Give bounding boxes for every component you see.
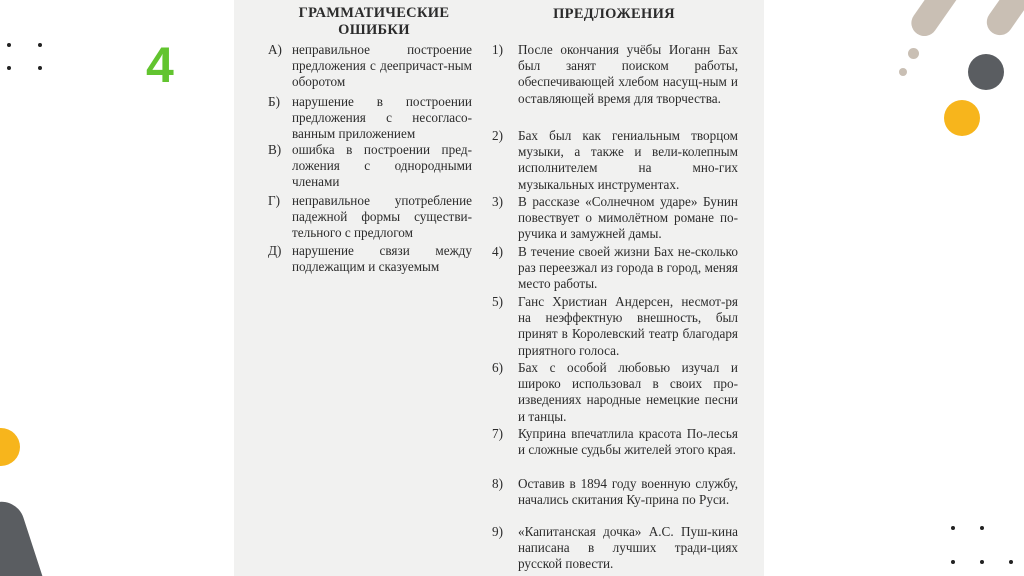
beige-stroke-decoration (906, 0, 967, 41)
dot (7, 43, 11, 47)
error-text: неправильное построение предложения с деепричаст-ным оборотом (292, 42, 472, 90)
sentence-text: В рассказе «Солнечном ударе» Бунин повествует о мимолётном романе по-ручика и замужней дамы. (518, 194, 738, 242)
yellow-circle-decoration (0, 428, 20, 466)
error-text: неправильное употребление падежной формы существи-тельного с предлогом (292, 193, 472, 241)
error-text: ошибка в построении пред-ложения с однородными членами (292, 142, 472, 190)
sentence-marker: 7) (492, 426, 503, 441)
sentence-text: Бах с особой любовью изучал и широко использовал в своих про-изведениях народные немецкие песни и танцы. (518, 360, 738, 424)
beige-stroke-decoration (982, 0, 1024, 40)
sentence-text: «Капитанская дочка» А.С. Пуш-кина написана в лучших тради-циях русской повести. (518, 524, 738, 572)
error-marker: В) (268, 142, 282, 157)
sentence-marker: 2) (492, 128, 503, 143)
error-marker: Б) (268, 94, 280, 109)
right-column-title: ПРЕДЛОЖЕНИЯ (553, 6, 675, 22)
sentence-marker: 3) (492, 194, 503, 209)
yellow-circle-decoration (944, 100, 980, 136)
error-marker: Д) (268, 243, 282, 258)
sentence-text: В течение своей жизни Бах не-сколько раз переезжал из города в город, меняя место работы. (518, 244, 738, 292)
error-text: нарушение связи между подлежащим и сказуемым (292, 243, 472, 275)
error-text: нарушение в построении предложения с несогласо-ванным приложением (292, 94, 472, 142)
beige-tiny-circle-decoration (899, 68, 907, 76)
left-column-title: ГРАММАТИЧЕСКИЕ ОШИБКИ (298, 5, 450, 38)
gray-circle-decoration (968, 54, 1004, 90)
dot (1009, 560, 1013, 564)
sentence-marker: 8) (492, 476, 503, 491)
sentence-text: После окончания учёбы Иоганн Бах был занят поиском работы, обеспечивающей хлебом насущ-ным и оставляющей время для творчества. (518, 42, 738, 106)
dot (980, 526, 984, 530)
sentence-marker: 6) (492, 360, 503, 375)
sentence-marker: 4) (492, 244, 503, 259)
dot (951, 560, 955, 564)
dot (951, 526, 955, 530)
sentence-text: Куприна впечатлила красота По-лесья и сложные судьбы жителей этого края. (518, 426, 738, 458)
sentence-marker: 9) (492, 524, 503, 539)
dot (38, 66, 42, 70)
beige-small-circle-decoration (908, 48, 919, 59)
dot (7, 66, 11, 70)
dots-decoration-bottom-right (951, 526, 1013, 564)
dots-decoration-top-left (7, 43, 42, 70)
sentence-text: Ганс Христиан Андерсен, несмот-ря на неэффектную внешность, был принят в Королевский театр благодаря приятного голоса. (518, 294, 738, 358)
sentence-marker: 1) (492, 42, 503, 57)
error-marker: А) (268, 42, 282, 57)
sentence-marker: 5) (492, 294, 503, 309)
dot (38, 43, 42, 47)
dot (980, 560, 984, 564)
error-marker: Г) (268, 193, 281, 208)
sentence-text: Оставив в 1894 году военную службу, начались скитания Ку-прина по Руси. (518, 476, 738, 508)
slide-number: 4 (146, 37, 174, 93)
gray-stroke-decoration (0, 496, 53, 576)
sentence-text: Бах был как гениальным творцом музыки, а также и вели-колепным исполнителем на мно-гих музыкальных инструментах. (518, 128, 738, 192)
textbook-page-scan (234, 0, 764, 576)
